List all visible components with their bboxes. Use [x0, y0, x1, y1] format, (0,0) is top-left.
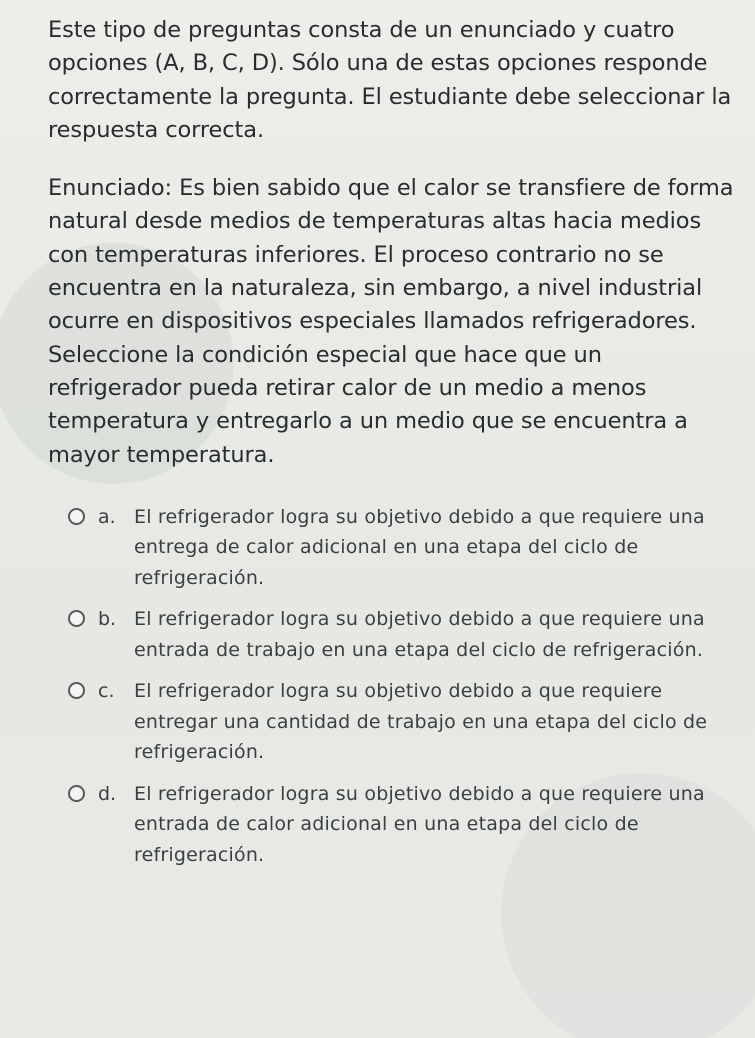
answer-options	[68, 502, 742, 871]
option-letter-d: d.	[98, 782, 117, 805]
option-b[interactable]	[68, 604, 742, 665]
instructions-text: Este tipo de preguntas consta de un enunciado y cuatro opciones (A, B, C, D). Sólo una de estas opciones responde correctamente la pregunta. El estudiante debe seleccionar la respuesta correcta.	[48, 17, 732, 143]
option-text-d: El refrigerador logra su objetivo debido a que requiere una entrada de calor adicional en una etapa del ciclo de refrigeración.	[134, 782, 705, 866]
radio-button-c[interactable]	[68, 682, 85, 699]
option-text-c: El refrigerador logra su objetivo debido a que requiere entregar una cantidad de trabajo en una etapa del ciclo de refrigeración.	[134, 680, 708, 764]
radio-button-b[interactable]	[68, 610, 85, 627]
option-c[interactable]	[68, 676, 742, 768]
question-container	[48, 14, 742, 881]
option-a[interactable]	[68, 502, 742, 594]
option-letter-b: b.	[98, 608, 117, 631]
radio-button-d[interactable]	[68, 785, 85, 802]
radio-button-a[interactable]	[68, 508, 85, 525]
option-text-b: El refrigerador logra su objetivo debido a que requiere una entrada de trabajo en una etapa del ciclo de refrigeración.	[134, 608, 705, 661]
question-statement: Enunciado: Es bien sabido que el calor se transfiere de forma natural desde medios de temperaturas altas hacia medios con temperaturas inferiores. El proceso contrario no se encuentra en la naturaleza, sin embargo, a nivel industrial ocurre en dispositivos especiales llamados refrigeradores. Seleccione la condición especial que hace que un refrigerador pueda retirar calor de un medio a menos temperatura y entregarlo a un medio que se encuentra a mayor temperatura.	[48, 175, 734, 468]
option-text-a: El refrigerador logra su objetivo debido a que requiere una entrega de calor adicional en una etapa del ciclo de refrigeración.	[134, 505, 705, 589]
option-letter-a: a.	[98, 505, 116, 528]
option-letter-c: c.	[98, 680, 115, 703]
option-d[interactable]	[68, 779, 742, 871]
